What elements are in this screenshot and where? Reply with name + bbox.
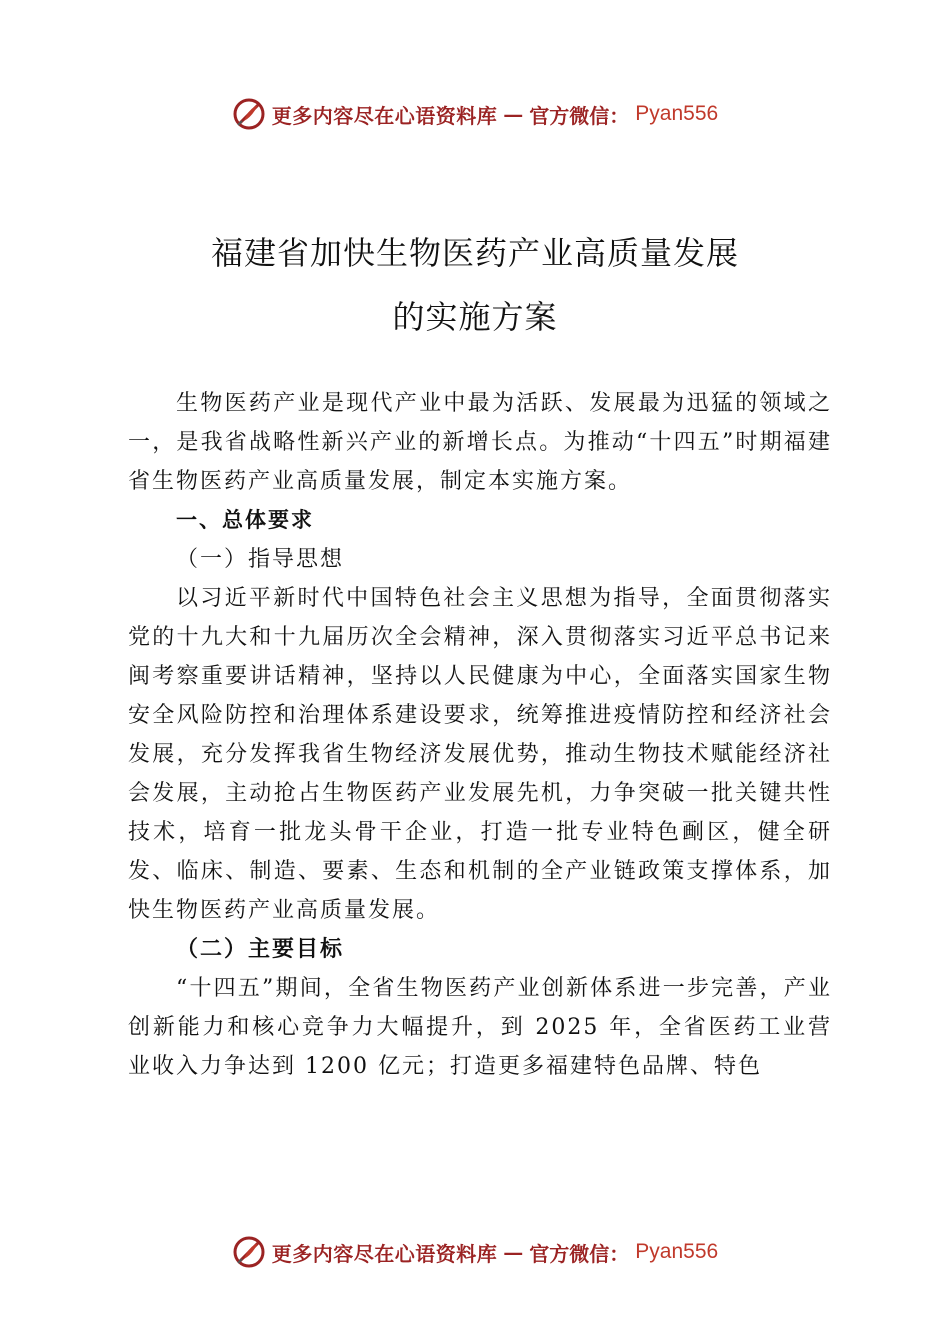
intro-paragraph: 生物医药产业是现代产业中最为活跃、发展最为迅猛的领域之一，是我省战略性新兴产业的新增长点。为推动“十四五”时期福建省生物医药产业高质量发展，制定本实施方案。 bbox=[128, 391, 832, 494]
banner-separator: — bbox=[503, 1240, 524, 1264]
quill-logo-icon bbox=[232, 97, 266, 131]
document-title-line-2: 的实施方案 bbox=[392, 298, 558, 336]
header-banner bbox=[0, 94, 950, 134]
subheading-main-targets: （二）主要目标 bbox=[176, 936, 345, 962]
banner-wechat-id: Pyan556 bbox=[635, 102, 719, 125]
main-targets-paragraph: “十四五”期间，全省生物医药产业创新体系进一步完善，产业创新能力和核心竞争力大幅提升，到 2025 年，全省医药工业营业收入力争达到 1200 亿元；打造更多福建特色品牌、特色 bbox=[128, 976, 832, 1079]
document-body bbox=[128, 384, 832, 1086]
subheading-guiding-ideology: （一）指导思想 bbox=[176, 547, 345, 572]
section-heading-general-requirements: 一、总体要求 bbox=[176, 508, 314, 532]
banner-wechat-id: Pyan556 bbox=[635, 1240, 719, 1263]
banner-separator: — bbox=[503, 102, 524, 126]
footer-banner bbox=[0, 1232, 950, 1272]
document-title-line-1: 福建省加快生物医药产业高质量发展 bbox=[210, 234, 739, 272]
banner-text: 更多内容尽在心语资料库 bbox=[271, 1241, 498, 1266]
banner-label: 官方微信： bbox=[529, 1241, 630, 1266]
banner-text: 更多内容尽在心语资料库 bbox=[271, 103, 498, 128]
banner-label: 官方微信： bbox=[529, 103, 630, 128]
guiding-ideology-paragraph: 以习近平新时代中国特色社会主义思想为指导，全面贯彻落实党的十九大和十九届历次全会精神，深入贯彻落实习近平总书记来闽考察重要讲话精神，坚持以人民健康为中心，全面落实国家生物安全风险防控和治理体系建设要求，统筹推进疫情防控和经济社会发展，充分发挥我省生物经济发展优势，推动生物技术赋能经济社会发展，主动抢占生物医药产业发展先机，力争突破一批关键共性技术，培育一批龙头骨干企业，打造一批专业特色㓰区，健全研发、临床、制造、要素、生态和机制的全产业链政策支撑体系，加快生物医药产业高质量发展。 bbox=[128, 586, 832, 923]
quill-logo-icon bbox=[232, 1235, 266, 1269]
